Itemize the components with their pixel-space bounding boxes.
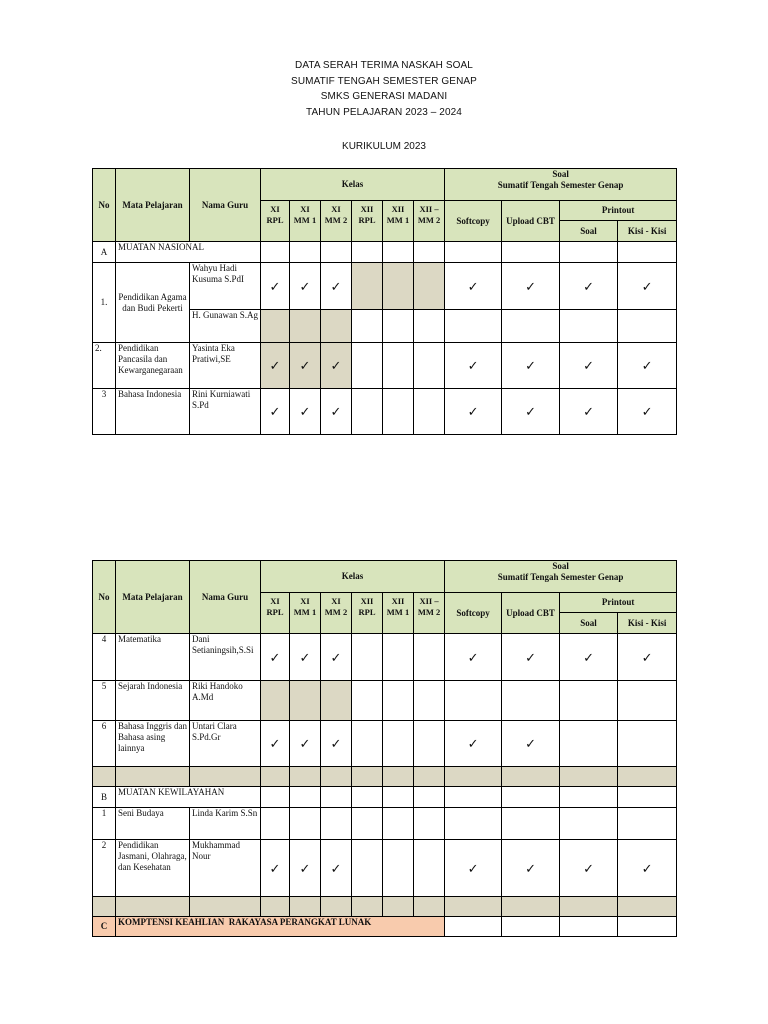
col-class-xii-rpl: XII RPL bbox=[352, 201, 383, 242]
col-soal-sub: Sumatif Tengah Semester Genap bbox=[497, 572, 624, 582]
table-handover-2 bbox=[92, 560, 677, 937]
row-subject: Pendidikan Pancasila dan Kewarganegaraan bbox=[116, 343, 190, 389]
table-row bbox=[93, 263, 677, 310]
check-icon: ✓ bbox=[290, 840, 321, 897]
col-no: No bbox=[93, 561, 116, 634]
col-soal-sub: Sumatif Tengah Semester Genap bbox=[497, 180, 624, 190]
check-icon: ✓ bbox=[321, 840, 352, 897]
section-letter: C bbox=[93, 917, 116, 937]
table-row bbox=[93, 840, 677, 897]
col-print-soal: Soal bbox=[560, 613, 618, 634]
check-icon: ✓ bbox=[502, 634, 560, 681]
col-no: No bbox=[93, 169, 116, 242]
section-letter: A bbox=[93, 242, 116, 263]
spacer-row bbox=[93, 897, 677, 917]
row-no: 3 bbox=[93, 389, 116, 435]
row-no: 5 bbox=[93, 681, 116, 721]
row-teacher: Rini Kurniawati S.Pd bbox=[190, 389, 261, 435]
row-teacher: Mukhammad Nour bbox=[190, 840, 261, 897]
row-teacher: Linda Karim S.Sn bbox=[190, 808, 261, 840]
check-icon: ✓ bbox=[618, 634, 677, 681]
row-subject: Seni Budaya bbox=[116, 808, 190, 840]
col-soal bbox=[445, 561, 677, 593]
col-upload-cbt: Upload CBT bbox=[502, 593, 560, 634]
row-no: 2 bbox=[93, 840, 116, 897]
check-icon: ✓ bbox=[445, 343, 502, 389]
check-icon: ✓ bbox=[445, 721, 502, 767]
col-soal-label: Soal bbox=[552, 561, 569, 571]
table-row bbox=[93, 681, 677, 721]
check-icon: ✓ bbox=[445, 263, 502, 310]
row-no: 2. bbox=[93, 343, 116, 389]
check-icon: ✓ bbox=[502, 343, 560, 389]
check-icon: ✓ bbox=[445, 634, 502, 681]
col-class-xii-mm2: XII – MM 2 bbox=[414, 593, 445, 634]
check-icon: ✓ bbox=[261, 263, 290, 310]
col-softcopy: Softcopy bbox=[445, 201, 502, 242]
check-icon: ✓ bbox=[261, 840, 290, 897]
check-icon: ✓ bbox=[502, 840, 560, 897]
check-icon: ✓ bbox=[502, 263, 560, 310]
row-teacher: Yasinta Eka Pratiwi,SE bbox=[190, 343, 261, 389]
check-icon: ✓ bbox=[261, 634, 290, 681]
row-subject: Pendidikan Agama dan Budi Pekerti bbox=[116, 263, 190, 343]
col-soal-label: Soal bbox=[552, 169, 569, 179]
col-upload-cbt: Upload CBT bbox=[502, 201, 560, 242]
check-icon: ✓ bbox=[290, 634, 321, 681]
check-icon: ✓ bbox=[560, 389, 618, 435]
check-icon: ✓ bbox=[618, 389, 677, 435]
check-icon: ✓ bbox=[290, 343, 321, 389]
row-teacher: H. Gunawan S.Ag bbox=[190, 310, 261, 343]
header-school: SMKS GENERASI MADANI bbox=[320, 91, 448, 102]
kurikulum-label: KURIKULUM 2023 bbox=[342, 141, 426, 152]
col-class-xii-mm1: XII MM 1 bbox=[383, 201, 414, 242]
col-class-xi-rpl: XI RPL bbox=[261, 201, 290, 242]
header-year: TAHUN PELAJARAN 2023 – 2024 bbox=[306, 106, 462, 118]
check-icon: ✓ bbox=[290, 389, 321, 435]
col-printout: Printout bbox=[560, 201, 677, 221]
col-class-xi-mm1: XI MM 1 bbox=[290, 593, 321, 634]
check-icon: ✓ bbox=[502, 721, 560, 767]
col-kelas: Kelas bbox=[261, 169, 445, 201]
check-icon: ✓ bbox=[445, 840, 502, 897]
table-row bbox=[93, 343, 677, 389]
col-class-xi-mm2: XI MM 2 bbox=[321, 593, 352, 634]
col-class-xi-mm1: XI MM 1 bbox=[290, 201, 321, 242]
col-softcopy: Softcopy bbox=[445, 593, 502, 634]
row-no: 1. bbox=[93, 263, 116, 343]
row-subject: Bahasa Indonesia bbox=[116, 389, 190, 435]
row-teacher: Untari Clara S.Pd.Gr bbox=[190, 721, 261, 767]
row-subject: Sejarah Indonesia bbox=[116, 681, 190, 721]
check-icon: ✓ bbox=[445, 389, 502, 435]
check-icon: ✓ bbox=[290, 721, 321, 767]
check-icon: ✓ bbox=[261, 343, 290, 389]
col-class-xi-mm2: XI MM 2 bbox=[321, 201, 352, 242]
col-soal bbox=[445, 169, 677, 201]
row-teacher: Riki Handoko A.Md bbox=[190, 681, 261, 721]
check-icon: ✓ bbox=[560, 343, 618, 389]
table-row bbox=[93, 389, 677, 435]
spacer-row bbox=[93, 767, 677, 787]
col-mata-pelajaran: Mata Pelajaran bbox=[116, 169, 190, 242]
section-title: MUATAN NASIONAL bbox=[116, 242, 261, 263]
col-print-soal: Soal bbox=[560, 221, 618, 242]
table-row bbox=[93, 808, 677, 840]
col-nama-guru: Nama Guru bbox=[190, 169, 261, 242]
col-kelas: Kelas bbox=[261, 561, 445, 593]
check-icon: ✓ bbox=[261, 389, 290, 435]
check-icon: ✓ bbox=[261, 721, 290, 767]
table-row bbox=[93, 634, 677, 681]
table-handover-1 bbox=[92, 168, 677, 435]
check-icon: ✓ bbox=[321, 634, 352, 681]
col-nama-guru: Nama Guru bbox=[190, 561, 261, 634]
header-title: DATA SERAH TERIMA NASKAH SOAL bbox=[295, 60, 473, 71]
section-title: KOMPTENSI KEAHLIAN RAKAYASA PERANGKAT LUNAK bbox=[116, 917, 445, 937]
document-header bbox=[0, 58, 768, 120]
col-mata-pelajaran: Mata Pelajaran bbox=[116, 561, 190, 634]
check-icon: ✓ bbox=[560, 634, 618, 681]
row-subject: Bahasa Inggris dan Bahasa asing lainnya bbox=[116, 721, 190, 767]
section-title: MUATAN KEWILAYAHAN bbox=[116, 787, 261, 808]
check-icon: ✓ bbox=[502, 389, 560, 435]
check-icon: ✓ bbox=[560, 840, 618, 897]
col-printout: Printout bbox=[560, 593, 677, 613]
header-subtitle: SUMATIF TENGAH SEMESTER GENAP bbox=[291, 75, 477, 87]
col-print-kisi: Kisi - Kisi bbox=[618, 613, 677, 634]
row-subject: Pendidikan Jasmani, Olahraga, dan Kesehatan bbox=[116, 840, 190, 897]
check-icon: ✓ bbox=[560, 263, 618, 310]
col-class-xii-mm2: XII – MM 2 bbox=[414, 201, 445, 242]
col-class-xii-mm1: XII MM 1 bbox=[383, 593, 414, 634]
check-icon: ✓ bbox=[618, 263, 677, 310]
section-letter: B bbox=[93, 787, 116, 808]
row-teacher: Wahyu Hadi Kusuma S.PdI bbox=[190, 263, 261, 310]
check-icon: ✓ bbox=[321, 343, 352, 389]
row-subject: Matematika bbox=[116, 634, 190, 681]
check-icon: ✓ bbox=[321, 389, 352, 435]
col-print-kisi: Kisi - Kisi bbox=[618, 221, 677, 242]
col-class-xi-rpl: XI RPL bbox=[261, 593, 290, 634]
check-icon: ✓ bbox=[321, 263, 352, 310]
table-row bbox=[93, 721, 677, 767]
check-icon: ✓ bbox=[618, 343, 677, 389]
row-no: 6 bbox=[93, 721, 116, 767]
row-teacher: Dani Setianingsih,S.Si bbox=[190, 634, 261, 681]
row-no: 1 bbox=[93, 808, 116, 840]
row-no: 4 bbox=[93, 634, 116, 681]
col-class-xii-rpl: XII RPL bbox=[352, 593, 383, 634]
check-icon: ✓ bbox=[290, 263, 321, 310]
check-icon: ✓ bbox=[618, 840, 677, 897]
check-icon: ✓ bbox=[321, 721, 352, 767]
